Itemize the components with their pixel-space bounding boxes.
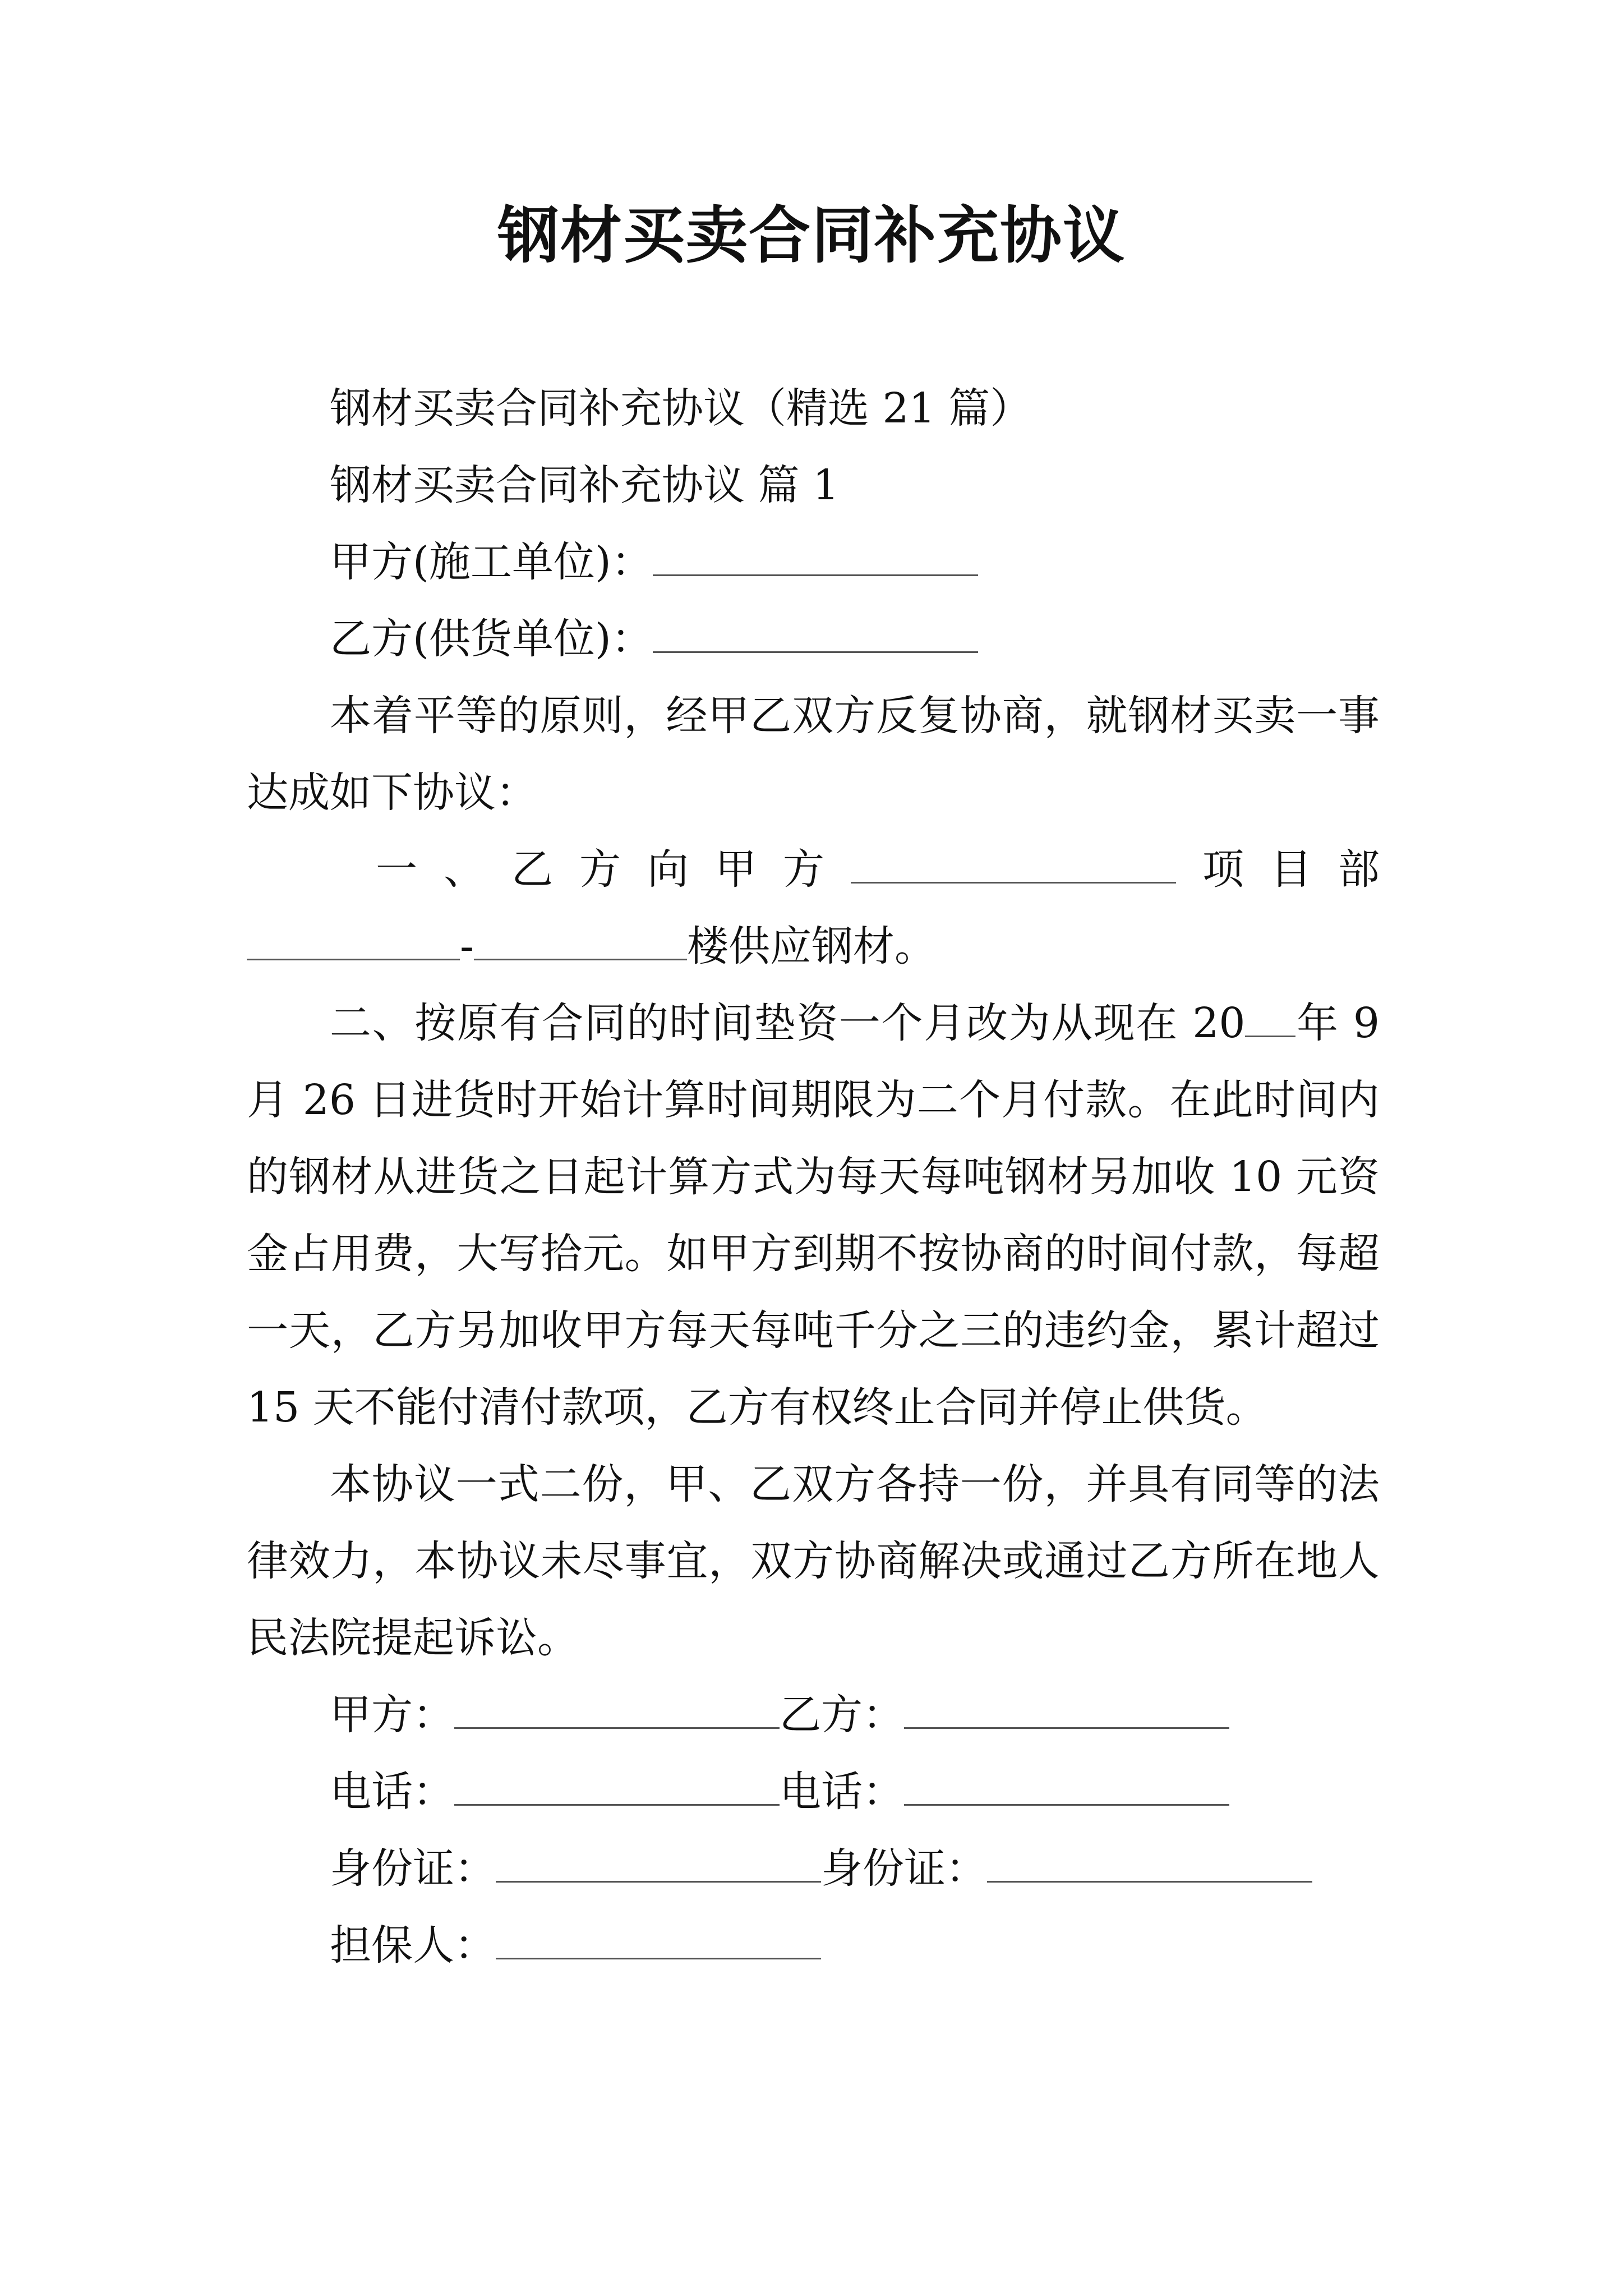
clause-1-char: 向 [647,845,689,894]
party-a-line [247,524,1380,601]
clause-2-text-end: 年 9 月 26 日进货时开始计算时间期限为二个月付款。在此时间内的钢材从进货之日起计算方式为每天每吨钢材另加收 10 元资金占用费，大写拾元。如甲方到期不按协商的时间付款，每超一天，乙方另加收甲方每天每吨千分之三的违约金，累计超过 15 天不能付清付款项，乙方有权终止合同并停止供货。 [247,999,1380,1432]
sig-party-b-label: 乙方： [780,1691,904,1739]
clause-2-paragraph [247,985,1380,1446]
clause-1-building-blank-1 [247,919,460,960]
clause-1-char: 甲 [715,845,757,894]
sig-guarantor-label: 担保人： [330,1921,496,1970]
clause-3-paragraph: 本协议一式二份，甲、乙双方各持一份，并具有同等的法律效力，本协议未尽事宜，双方协商解决或通过乙方所在地人民法院提起诉讼。 [247,1460,1380,1662]
sig-id-a-blank [496,1842,821,1883]
sig-phone-a-label: 电话： [330,1768,454,1816]
clause-1-project-blank [851,843,1176,884]
subtitle [247,370,1380,447]
party-b-label: 乙方(供货单位)： [330,615,653,663]
clause-1-line-2 [247,908,1380,985]
clause-1-building-blank-2 [474,919,687,960]
clause-1-char: 、 [444,845,485,894]
clause-1-char: 部 [1338,845,1380,894]
clause-1-suffix: 楼供应钢材。 [687,922,937,970]
party-a-label: 甲方(施工单位)： [330,538,653,586]
clause-1-line-1 [247,831,1380,908]
sig-id-b-blank [987,1842,1312,1883]
document-title: 钢材买卖合同补充协议 [497,199,1126,272]
signature-row-guarantor [247,1907,1380,1984]
sig-party-a-label: 甲方： [330,1691,454,1739]
clause-1-char: 方 [579,845,621,894]
sig-party-a-blank [454,1688,780,1729]
clause-1-char: 一 [376,845,417,894]
signature-row-id [247,1830,1380,1907]
intro-paragraph: 本着平等的原则，经甲乙双方反复协商，就钢材买卖一事达成如下协议： [247,692,1380,817]
clause-2-year-blank [1245,996,1295,1037]
clause-1-char: 目 [1270,845,1312,894]
party-b-line [247,601,1380,678]
sig-phone-b-label: 电话： [780,1768,904,1816]
clause-2-text-start: 二、按原有合同的时间垫资一个月改为从现在 20 [330,999,1246,1047]
sig-phone-a-blank [454,1765,780,1806]
party-b-blank [653,612,978,653]
clause-1-char: 乙 [511,845,553,894]
sig-party-b-blank [904,1688,1229,1729]
subtitle-text: 钢材买卖合同补充协议（精选 21 篇） [330,384,1032,432]
sig-id-a-label: 身份证： [330,1844,496,1893]
clause-1-char: 项 [1202,845,1244,894]
clause-1-char: 方 [783,845,824,894]
document-body [247,370,1380,1984]
party-a-blank [653,535,978,576]
sig-phone-b-blank [904,1765,1229,1806]
signature-row-parties [247,1677,1380,1754]
sig-guarantor-blank [496,1918,821,1959]
section-heading [247,447,1380,524]
signature-row-phone [247,1754,1380,1830]
sig-id-b-label: 身份证： [821,1844,987,1893]
clause-1-dash: - [460,922,474,970]
section-heading-text: 钢材买卖合同补充协议 篇 1 [330,461,840,509]
